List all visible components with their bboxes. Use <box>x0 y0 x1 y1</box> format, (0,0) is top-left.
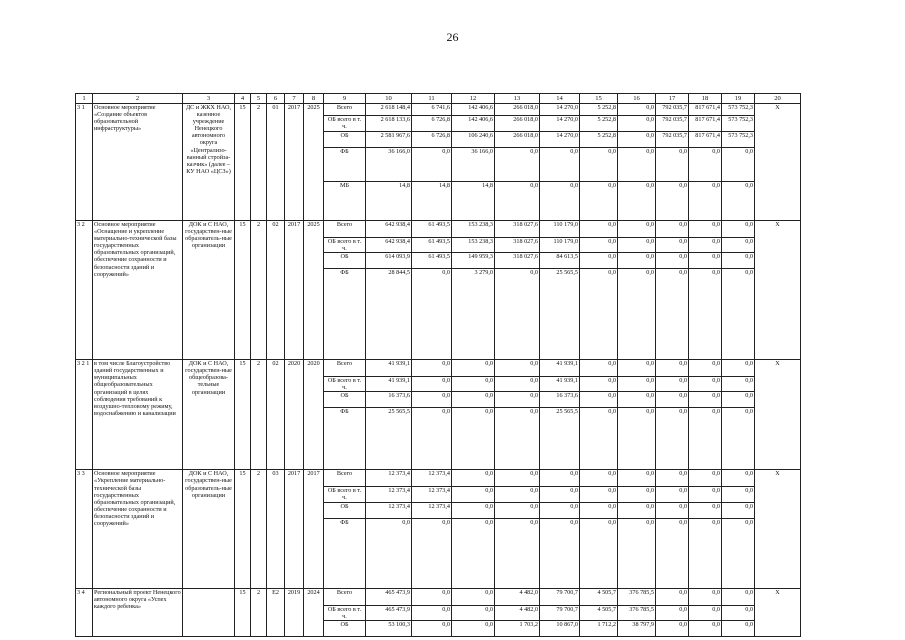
amount-cell: 25 565,5 <box>540 408 580 470</box>
funding-source: ОБ <box>324 502 366 518</box>
code-col5: 2 <box>251 104 267 221</box>
amount-cell: 0,0 <box>722 605 755 620</box>
amount-cell: 12 373,4 <box>412 470 452 487</box>
amount-cell: 1 703,2 <box>495 620 540 636</box>
amount-cell: 0,0 <box>722 269 755 360</box>
amount-cell: 5 252,8 <box>580 104 618 116</box>
amount-cell: 0,0 <box>689 605 722 620</box>
amount-cell: 792 035,7 <box>656 132 689 148</box>
amount-cell: 0,0 <box>618 104 656 116</box>
amount-cell: 0,0 <box>495 487 540 502</box>
amount-cell: 318 027,6 <box>495 253 540 269</box>
column-header: 14 <box>540 94 580 104</box>
amount-cell: 0,0 <box>722 377 755 392</box>
amount-cell: 0,0 <box>722 518 755 588</box>
amount-cell: 0,0 <box>618 408 656 470</box>
amount-cell: 6 741,6 <box>412 104 452 116</box>
column-header: 20 <box>755 94 801 104</box>
amount-cell: 0,0 <box>618 518 656 588</box>
program-row <box>76 588 801 605</box>
funding-source: ОБ всего в т. ч. <box>324 487 366 502</box>
funding-source: ОБ <box>324 132 366 148</box>
amount-cell: 0,0 <box>656 605 689 620</box>
amount-cell: 266 018,0 <box>495 116 540 132</box>
amount-cell: 0,0 <box>580 238 618 253</box>
amount-cell: 41 939,1 <box>540 377 580 392</box>
column-header: 18 <box>689 94 722 104</box>
funding-source: Всего <box>324 360 366 377</box>
code-col6: 02 <box>267 221 285 360</box>
activity-name: Основное мероприятие «Укрепление материально-технической базы государственных образовательных организаций, обеспечение сохранности и безопасности зданий и сооружений» <box>93 470 183 588</box>
amount-cell: 2 618 133,6 <box>366 116 412 132</box>
amount-cell: 142 406,6 <box>452 116 495 132</box>
amount-cell: 1 712,2 <box>580 620 618 636</box>
amount-cell: 0,0 <box>366 518 412 588</box>
amount-cell: 14,8 <box>412 182 452 221</box>
amount-cell: 0,0 <box>722 408 755 470</box>
amount-cell: 266 018,0 <box>495 104 540 116</box>
amount-cell: 28 844,5 <box>366 269 412 360</box>
column-header: 13 <box>495 94 540 104</box>
amount-cell: 38 797,9 <box>618 620 656 636</box>
amount-cell: 79 700,7 <box>540 605 580 620</box>
amount-cell: 4 482,0 <box>495 588 540 605</box>
column-header: 19 <box>722 94 755 104</box>
amount-cell: 0,0 <box>689 377 722 392</box>
amount-cell: 465 473,9 <box>366 588 412 605</box>
amount-cell: 0,0 <box>540 148 580 182</box>
amount-cell: 14 270,0 <box>540 132 580 148</box>
code-col5: 2 <box>251 360 267 470</box>
funding-source: ОБ всего в т. ч. <box>324 605 366 620</box>
amount-cell: 142 406,6 <box>452 104 495 116</box>
amount-cell: 153 238,3 <box>452 221 495 238</box>
amount-cell: 14 270,0 <box>540 116 580 132</box>
amount-cell: 0,0 <box>689 253 722 269</box>
amount-cell: 0,0 <box>618 392 656 408</box>
result-link: Х <box>755 360 801 470</box>
end-year: 2024 <box>304 588 324 636</box>
amount-cell: 0,0 <box>452 408 495 470</box>
funding-source: ФБ <box>324 148 366 182</box>
amount-cell: 0,0 <box>656 360 689 377</box>
header-row <box>76 94 801 104</box>
column-header: 6 <box>267 94 285 104</box>
amount-cell: 0,0 <box>580 269 618 360</box>
amount-cell: 14 270,0 <box>540 104 580 116</box>
funding-source: Всего <box>324 588 366 605</box>
amount-cell: 6 726,8 <box>412 116 452 132</box>
amount-cell: 0,0 <box>452 588 495 605</box>
amount-cell: 61 493,5 <box>412 238 452 253</box>
amount-cell: 0,0 <box>656 182 689 221</box>
amount-cell: 614 093,9 <box>366 253 412 269</box>
start-year: 2017 <box>285 104 304 221</box>
amount-cell: 0,0 <box>412 605 452 620</box>
amount-cell: 0,0 <box>722 360 755 377</box>
column-header: 7 <box>285 94 304 104</box>
amount-cell: 0,0 <box>580 221 618 238</box>
column-header: 16 <box>618 94 656 104</box>
amount-cell: 0,0 <box>580 360 618 377</box>
amount-cell: 0,0 <box>580 487 618 502</box>
amount-cell: 0,0 <box>722 221 755 238</box>
amount-cell: 0,0 <box>656 408 689 470</box>
amount-cell: 41 939,1 <box>366 377 412 392</box>
amount-cell: 2 618 148,4 <box>366 104 412 116</box>
amount-cell: 0,0 <box>580 253 618 269</box>
funding-source: Всего <box>324 104 366 116</box>
amount-cell: 12 373,4 <box>366 487 412 502</box>
column-header: 17 <box>656 94 689 104</box>
amount-cell: 0,0 <box>689 588 722 605</box>
amount-cell: 792 035,7 <box>656 104 689 116</box>
amount-cell: 465 473,9 <box>366 605 412 620</box>
amount-cell: 0,0 <box>689 408 722 470</box>
code-col4: 15 <box>235 588 251 636</box>
amount-cell: 61 493,5 <box>412 221 452 238</box>
amount-cell: 318 027,6 <box>495 238 540 253</box>
program-row <box>76 360 801 377</box>
amount-cell: 0,0 <box>722 487 755 502</box>
amount-cell: 149 959,3 <box>452 253 495 269</box>
start-year: 2017 <box>285 221 304 360</box>
responsible-executor: ДОК и С НАО, государствен-ные образователь-ные организации <box>183 470 235 588</box>
amount-cell: 0,0 <box>656 487 689 502</box>
amount-cell: 0,0 <box>495 377 540 392</box>
program-row <box>76 221 801 238</box>
row-code: 3 1 <box>76 104 93 221</box>
code-col6: 02 <box>267 360 285 470</box>
amount-cell: 41 939,1 <box>540 360 580 377</box>
amount-cell: 0,0 <box>452 360 495 377</box>
funding-source: ФБ <box>324 269 366 360</box>
amount-cell: 376 785,5 <box>618 588 656 605</box>
column-header: 10 <box>366 94 412 104</box>
amount-cell: 4 505,7 <box>580 605 618 620</box>
amount-cell: 0,0 <box>540 487 580 502</box>
amount-cell: 0,0 <box>412 408 452 470</box>
amount-cell: 6 726,8 <box>412 132 452 148</box>
end-year: 2020 <box>304 360 324 470</box>
funding-source: Всего <box>324 221 366 238</box>
row-code: 3 2 <box>76 221 93 360</box>
amount-cell: 79 700,7 <box>540 588 580 605</box>
amount-cell: 4 482,0 <box>495 605 540 620</box>
responsible-executor: ДОК и С НАО, государствен-ные образователь-ные организации <box>183 221 235 360</box>
amount-cell: 0,0 <box>452 377 495 392</box>
amount-cell: 817 671,4 <box>689 132 722 148</box>
amount-cell: 0,0 <box>580 392 618 408</box>
amount-cell: 0,0 <box>618 221 656 238</box>
result-link: Х <box>755 221 801 360</box>
funding-source: ОБ всего в т. ч. <box>324 377 366 392</box>
amount-cell: 0,0 <box>580 182 618 221</box>
code-col4: 15 <box>235 470 251 588</box>
amount-cell: 0,0 <box>452 518 495 588</box>
funding-source: ОБ всего в т. ч. <box>324 116 366 132</box>
amount-cell: 0,0 <box>452 487 495 502</box>
amount-cell: 0,0 <box>722 238 755 253</box>
amount-cell: 817 671,4 <box>689 116 722 132</box>
amount-cell: 0,0 <box>722 182 755 221</box>
code-col6: 01 <box>267 104 285 221</box>
amount-cell: 0,0 <box>580 408 618 470</box>
result-link: Х <box>755 104 801 221</box>
amount-cell: 0,0 <box>656 377 689 392</box>
amount-cell: 0,0 <box>580 377 618 392</box>
code-col4: 15 <box>235 104 251 221</box>
amount-cell: 0,0 <box>656 148 689 182</box>
amount-cell: 0,0 <box>412 588 452 605</box>
amount-cell: 0,0 <box>689 182 722 221</box>
amount-cell: 0,0 <box>618 116 656 132</box>
amount-cell: 0,0 <box>689 487 722 502</box>
amount-cell: 642 938,4 <box>366 221 412 238</box>
activity-name: Региональный проект Ненецкого автономного округа «Успех каждого ребенка» <box>93 588 183 636</box>
amount-cell: 0,0 <box>656 502 689 518</box>
program-row <box>76 470 801 487</box>
amount-cell: 0,0 <box>495 392 540 408</box>
column-header: 11 <box>412 94 452 104</box>
amount-cell: 0,0 <box>495 470 540 487</box>
amount-cell: 3 279,0 <box>452 269 495 360</box>
amount-cell: 0,0 <box>689 502 722 518</box>
amount-cell: 0,0 <box>540 182 580 221</box>
amount-cell: 0,0 <box>656 588 689 605</box>
amount-cell: 2 581 967,6 <box>366 132 412 148</box>
column-header: 15 <box>580 94 618 104</box>
amount-cell: 12 373,4 <box>366 470 412 487</box>
amount-cell: 0,0 <box>689 221 722 238</box>
amount-cell: 0,0 <box>412 392 452 408</box>
amount-cell: 817 671,4 <box>689 104 722 116</box>
amount-cell: 0,0 <box>722 502 755 518</box>
amount-cell: 573 752,3 <box>722 104 755 116</box>
amount-cell: 4 505,7 <box>580 588 618 605</box>
amount-cell: 0,0 <box>656 392 689 408</box>
row-code: 3 4 <box>76 588 93 636</box>
column-header: 12 <box>452 94 495 104</box>
amount-cell: 0,0 <box>689 518 722 588</box>
amount-cell: 0,0 <box>412 360 452 377</box>
amount-cell: 0,0 <box>540 470 580 487</box>
start-year: 2020 <box>285 360 304 470</box>
amount-cell: 0,0 <box>412 620 452 636</box>
column-header: 4 <box>235 94 251 104</box>
amount-cell: 0,0 <box>722 392 755 408</box>
amount-cell: 84 613,5 <box>540 253 580 269</box>
amount-cell: 106 240,6 <box>452 132 495 148</box>
activity-name: Основное мероприятие «Создание объектов образовательной инфраструктуры» <box>93 104 183 221</box>
start-year: 2019 <box>285 588 304 636</box>
amount-cell: 12 373,4 <box>412 487 452 502</box>
amount-cell: 10 867,0 <box>540 620 580 636</box>
code-col6: 03 <box>267 470 285 588</box>
amount-cell: 0,0 <box>540 502 580 518</box>
amount-cell: 25 565,5 <box>366 408 412 470</box>
amount-cell: 0,0 <box>495 182 540 221</box>
row-code: 3 2 1 <box>76 360 93 470</box>
end-year: 2017 <box>304 470 324 588</box>
end-year: 2025 <box>304 104 324 221</box>
column-header: 1 <box>76 94 93 104</box>
amount-cell: 0,0 <box>412 269 452 360</box>
amount-cell: 376 785,5 <box>618 605 656 620</box>
amount-cell: 0,0 <box>618 182 656 221</box>
amount-cell: 0,0 <box>656 253 689 269</box>
amount-cell: 0,0 <box>495 502 540 518</box>
amount-cell: 0,0 <box>618 132 656 148</box>
amount-cell: 0,0 <box>580 148 618 182</box>
amount-cell: 0,0 <box>452 502 495 518</box>
program-row <box>76 104 801 116</box>
amount-cell: 0,0 <box>618 470 656 487</box>
amount-cell: 0,0 <box>689 470 722 487</box>
funding-source: ОБ <box>324 392 366 408</box>
amount-cell: 0,0 <box>412 377 452 392</box>
amount-cell: 0,0 <box>495 269 540 360</box>
amount-cell: 0,0 <box>495 360 540 377</box>
amount-cell: 0,0 <box>689 148 722 182</box>
amount-cell: 0,0 <box>656 518 689 588</box>
amount-cell: 0,0 <box>618 269 656 360</box>
column-header: 3 <box>183 94 235 104</box>
amount-cell: 0,0 <box>452 392 495 408</box>
code-col5: 2 <box>251 588 267 636</box>
column-header: 9 <box>324 94 366 104</box>
amount-cell: 5 252,8 <box>580 116 618 132</box>
page-number: 26 <box>446 30 459 44</box>
result-link: Х <box>755 470 801 588</box>
amount-cell: 0,0 <box>452 605 495 620</box>
column-header: 2 <box>93 94 183 104</box>
amount-cell: 573 752,3 <box>722 132 755 148</box>
amount-cell: 0,0 <box>580 470 618 487</box>
amount-cell: 36 166,0 <box>452 148 495 182</box>
amount-cell: 14,8 <box>452 182 495 221</box>
amount-cell: 0,0 <box>656 620 689 636</box>
amount-cell: 0,0 <box>618 360 656 377</box>
amount-cell: 0,0 <box>656 470 689 487</box>
amount-cell: 0,0 <box>580 502 618 518</box>
amount-cell: 0,0 <box>618 148 656 182</box>
column-header: 8 <box>304 94 324 104</box>
amount-cell: 16 373,6 <box>540 392 580 408</box>
amount-cell: 0,0 <box>540 518 580 588</box>
funding-source: МБ <box>324 182 366 221</box>
amount-cell: 0,0 <box>722 470 755 487</box>
amount-cell: 36 166,0 <box>366 148 412 182</box>
start-year: 2017 <box>285 470 304 588</box>
amount-cell: 0,0 <box>722 620 755 636</box>
amount-cell: 0,0 <box>722 588 755 605</box>
amount-cell: 792 035,7 <box>656 116 689 132</box>
amount-cell: 266 018,0 <box>495 132 540 148</box>
amount-cell: 110 179,0 <box>540 221 580 238</box>
end-year: 2025 <box>304 221 324 360</box>
amount-cell: 0,0 <box>412 148 452 182</box>
amount-cell: 12 373,4 <box>366 502 412 518</box>
column-header: 5 <box>251 94 267 104</box>
amount-cell: 12 373,4 <box>412 502 452 518</box>
code-col5: 2 <box>251 221 267 360</box>
funding-source: Всего <box>324 470 366 487</box>
funding-source: ФБ <box>324 518 366 588</box>
amount-cell: 41 939,1 <box>366 360 412 377</box>
activity-name: Основное мероприятие «Оснащение и укрепление материально-технической базы государственных образовательных организаций, обеспечение сохранности и безопасности зданий и сооружений» <box>93 221 183 360</box>
amount-cell: 0,0 <box>452 620 495 636</box>
budget-table <box>75 93 801 637</box>
amount-cell: 0,0 <box>495 518 540 588</box>
amount-cell: 153 238,3 <box>452 238 495 253</box>
amount-cell: 16 373,6 <box>366 392 412 408</box>
funding-source: ОБ <box>324 620 366 636</box>
amount-cell: 0,0 <box>722 253 755 269</box>
responsible-executor: ДОК и С НАО, государствен-ные общеобразова-тельные организации <box>183 360 235 470</box>
code-col4: 15 <box>235 221 251 360</box>
amount-cell: 14,8 <box>366 182 412 221</box>
funding-source: ОБ всего в т. ч. <box>324 238 366 253</box>
amount-cell: 0,0 <box>689 620 722 636</box>
responsible-executor <box>183 588 235 636</box>
responsible-executor: ДС и ЖКХ НАО, казенное учреждение Ненецкого автономного округа «Централизо-ванный стройза-казчик» (далее – КУ НАО «ЦСЗ») <box>183 104 235 221</box>
amount-cell: 53 100,3 <box>366 620 412 636</box>
amount-cell: 642 938,4 <box>366 238 412 253</box>
amount-cell: 0,0 <box>580 518 618 588</box>
funding-source: ФБ <box>324 408 366 470</box>
amount-cell: 0,0 <box>452 470 495 487</box>
code-col6: Е2 <box>267 588 285 636</box>
funding-source: ОБ <box>324 253 366 269</box>
code-col5: 2 <box>251 470 267 588</box>
amount-cell: 0,0 <box>618 502 656 518</box>
amount-cell: 0,0 <box>618 238 656 253</box>
amount-cell: 0,0 <box>618 377 656 392</box>
amount-cell: 0,0 <box>656 269 689 360</box>
amount-cell: 0,0 <box>412 518 452 588</box>
amount-cell: 0,0 <box>618 487 656 502</box>
amount-cell: 0,0 <box>495 148 540 182</box>
amount-cell: 25 565,5 <box>540 269 580 360</box>
amount-cell: 0,0 <box>722 148 755 182</box>
amount-cell: 110 179,0 <box>540 238 580 253</box>
code-col4: 15 <box>235 360 251 470</box>
amount-cell: 318 027,6 <box>495 221 540 238</box>
amount-cell: 0,0 <box>656 238 689 253</box>
activity-name: в том числе Благоустройство зданий государственных и муниципальных общеобразовательных организаций в целях соблюдения требований к воздушно-тепловому режиму, водоснабжению и канализации <box>93 360 183 470</box>
amount-cell: 0,0 <box>689 238 722 253</box>
result-link: Х <box>755 588 801 636</box>
amount-cell: 5 252,8 <box>580 132 618 148</box>
amount-cell: 0,0 <box>689 269 722 360</box>
amount-cell: 61 493,5 <box>412 253 452 269</box>
amount-cell: 0,0 <box>656 221 689 238</box>
amount-cell: 0,0 <box>689 360 722 377</box>
amount-cell: 0,0 <box>618 253 656 269</box>
amount-cell: 573 752,3 <box>722 116 755 132</box>
row-code: 3 3 <box>76 470 93 588</box>
amount-cell: 0,0 <box>495 408 540 470</box>
amount-cell: 0,0 <box>689 392 722 408</box>
